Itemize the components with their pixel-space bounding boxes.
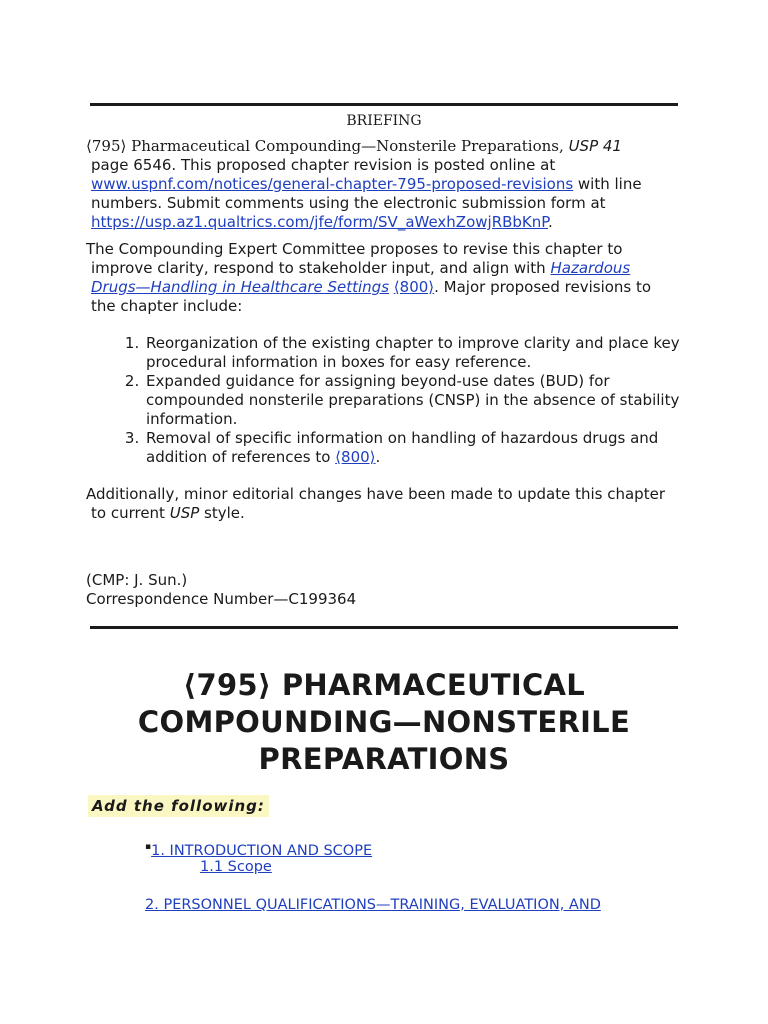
middle-divider <box>90 626 678 629</box>
chapter-title-line-1: ⟨795⟩ PHARMACEUTICAL <box>182 668 586 702</box>
section-marker-icon: ▪ <box>145 842 152 852</box>
proposed-revisions-link[interactable]: www.uspnf.com/notices/general-chapter-795-proposed-revisions <box>91 175 574 193</box>
p2-line-3-tail: . Major proposed revisions to <box>434 278 652 296</box>
correspondence-number: Correspondence Number—C199364 <box>86 590 357 608</box>
briefing-paragraph-4 <box>86 571 686 609</box>
p2-line-1: The Compounding Expert Committee proposes to revise this chapter to <box>86 240 623 258</box>
list-item: 1. Reorganization of the existing chapter to improve clarity and place key procedural information in boxes for easy reference. <box>144 334 704 372</box>
add-following-label: Add the following: <box>88 795 269 817</box>
revisions-list <box>120 334 704 467</box>
chapter-800-link[interactable]: ⟨800⟩ <box>393 278 435 296</box>
briefing-line-5-tail: . <box>548 213 553 231</box>
briefing-line-3-tail: with line <box>573 175 642 193</box>
revision-3-text: Removal of specific information on handling of hazardous drugs and addition of references to <box>146 429 659 466</box>
toc-item-2 <box>145 896 601 915</box>
chapter-reference: ⟨795⟩ Pharmaceutical Compounding—Nonsterile Preparations, <box>86 137 564 155</box>
top-divider <box>90 103 678 106</box>
briefing-heading: BRIEFING <box>346 113 422 129</box>
p3-line-1: Additionally, minor editorial changes have been made to update this chapter <box>86 485 665 503</box>
cmp-note: (CMP: J. Sun.) <box>86 571 188 589</box>
hazardous-drugs-link-b[interactable]: Drugs—Handling in Healthcare Settings <box>91 278 390 296</box>
briefing-paragraph-1 <box>86 137 686 232</box>
briefing-line-2: page 6546. This proposed chapter revision is posted online at <box>91 156 556 174</box>
p3-line-2-tail: style. <box>199 504 245 522</box>
p2-line-2-head: improve clarity, respond to stakeholder input, and align with <box>91 259 551 277</box>
chapter-title-line-3: PREPARATIONS <box>258 742 510 776</box>
briefing-paragraph-3 <box>86 485 686 523</box>
chapter-title <box>80 667 688 778</box>
usp-source: USP 41 <box>568 137 622 155</box>
hazardous-drugs-link-a[interactable]: Hazardous <box>550 259 631 277</box>
toc-link-scope[interactable]: 1.1 Scope <box>200 859 272 875</box>
chapter-800-link-2[interactable]: ⟨800⟩ <box>335 448 376 466</box>
usp-style-ref: USP <box>169 504 200 522</box>
briefing-paragraph-2 <box>86 240 686 316</box>
toc-item-1-1 <box>200 858 272 877</box>
toc-link-personnel[interactable]: 2. PERSONNEL QUALIFICATIONS—TRAINING, EVALUATION, AND <box>145 897 601 913</box>
p2-line-4: the chapter include: <box>91 297 243 315</box>
chapter-title-line-2: COMPOUNDING—NONSTERILE <box>137 705 631 739</box>
submission-form-link[interactable]: https://usp.az1.qualtrics.com/jfe/form/SV_aWexhZowjRBbKnP <box>91 213 548 231</box>
p3-line-2-head: to current <box>91 504 170 522</box>
list-item <box>144 429 704 467</box>
list-item: 2. Expanded guidance for assigning beyond-use dates (BUD) for compounded nonsterile preparations (CNSP) in the absence of stability information. <box>144 372 704 429</box>
revision-3-tail: . <box>375 448 381 466</box>
briefing-line-4: numbers. Submit comments using the electronic submission form at <box>91 194 606 212</box>
toc-link-introduction[interactable]: 1. INTRODUCTION AND SCOPE <box>151 843 373 859</box>
